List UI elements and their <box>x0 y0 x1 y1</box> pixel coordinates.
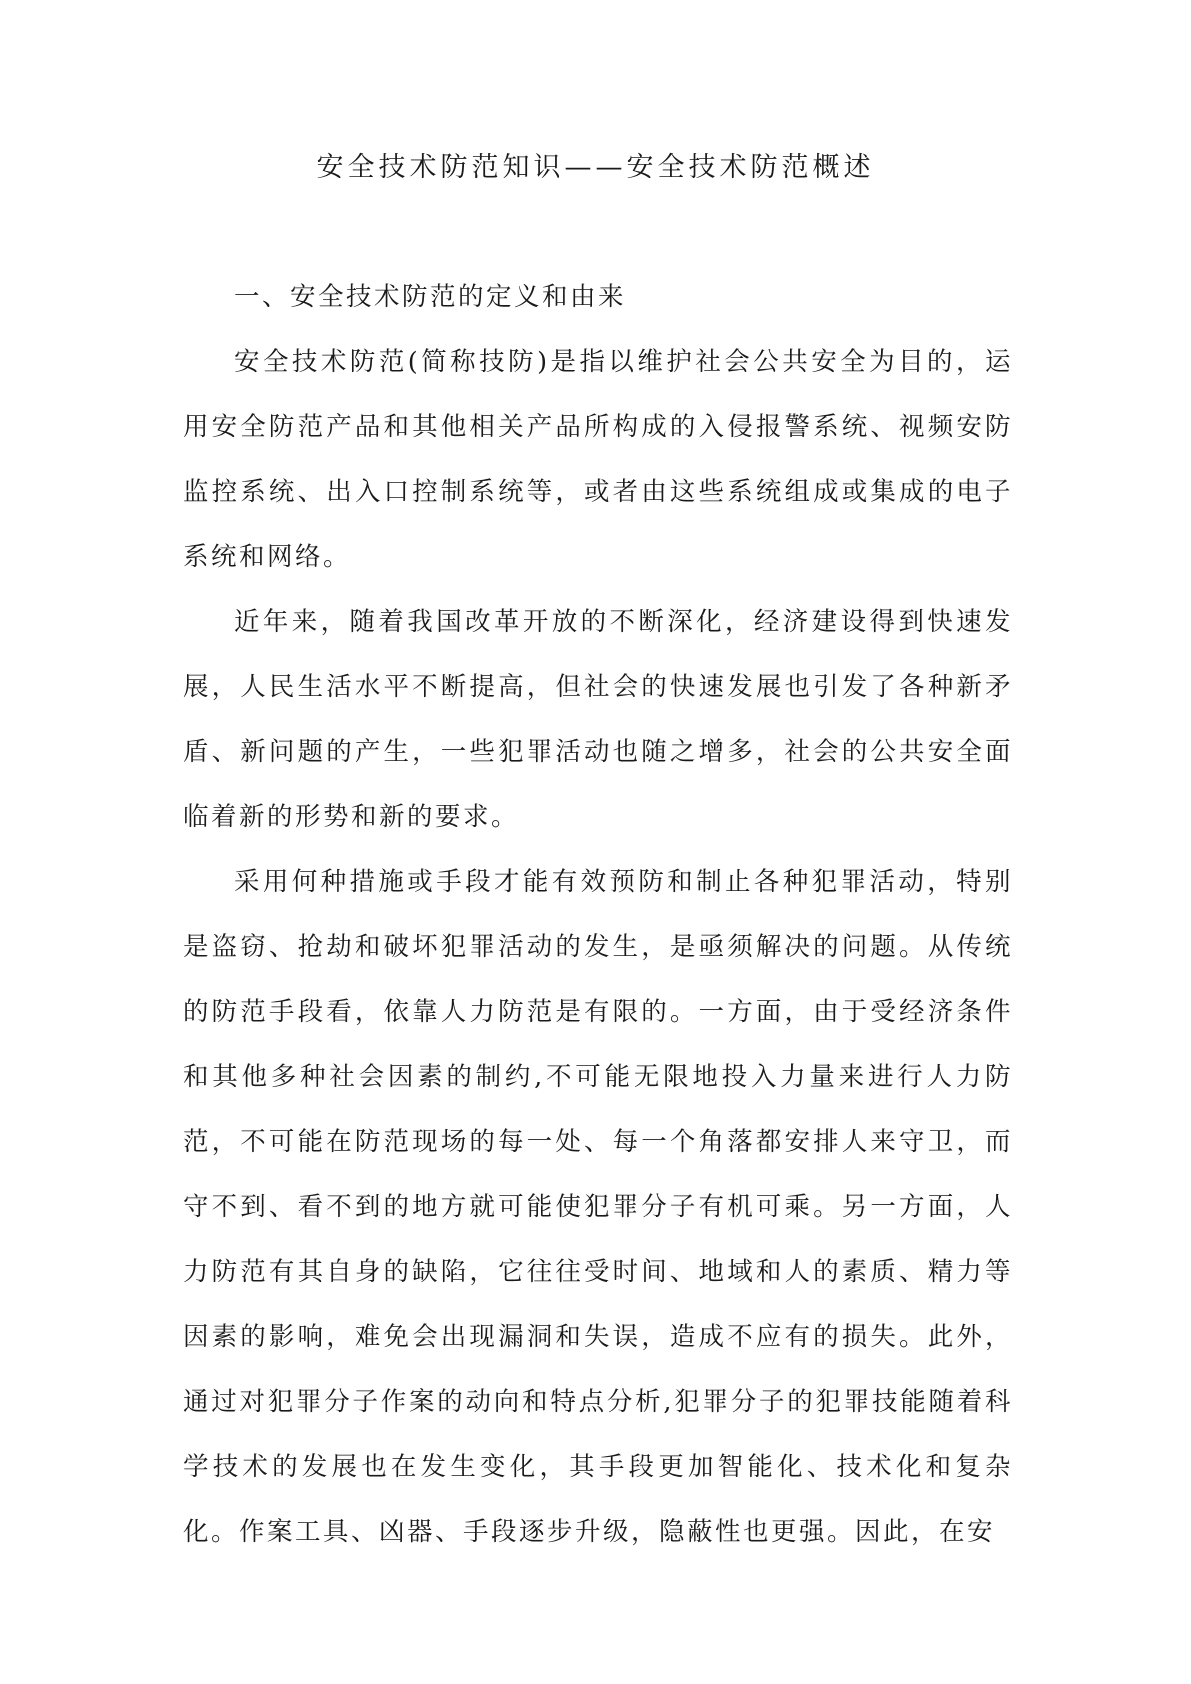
paragraph-definition: 安全技术防范(简称技防)是指以维护社会公共安全为目的，运用安全防范产品和其他相关产品所构成的入侵报警系统、视频安防监控系统、出入口控制系统等，或者由这些系统组成或集成的电子系统和网络。 <box>183 347 1013 572</box>
document-title: 安全技术防范知识——安全技术防范概述 <box>316 152 875 183</box>
paragraph-background: 近年来，随着我国改革开放的不断深化，经济建设得到快速发展，人民生活水平不断提高，但社会的快速发展也引发了各种新矛盾、新问题的产生，一些犯罪活动也随之增多，社会的公共安全面临着新的形势和新的要求。 <box>183 607 1013 832</box>
document-body <box>183 265 1013 1565</box>
section-heading: 一、安全技术防范的定义和由来 <box>234 282 627 312</box>
paragraph-measures: 采用何种措施或手段才能有效预防和制止各种犯罪活动，特别是盗窃、抢劫和破坏犯罪活动的发生，是亟须解决的问题。从传统的防范手段看，依靠人力防范是有限的。一方面，由于受经济条件和其他多种社会因素的制约,不可能无限地投入力量来进行人力防范，不可能在防范现场的每一处、每一个角落都安排人来守卫，而守不到、看不到的地方就可能使犯罪分子有机可乘。另一方面，人力防范有其自身的缺陷，它往往受时间、地域和人的素质、精力等因素的影响，难免会出现漏洞和失误，造成不应有的损失。此外，通过对犯罪分子作案的动向和特点分析,犯罪分子的犯罪技能随着科学技术的发展也在发生变化，其手段更加智能化、技术化和复杂化。作案工具、凶器、手段逐步升级，隐蔽性也更强。因此，在安 <box>183 867 1013 1547</box>
